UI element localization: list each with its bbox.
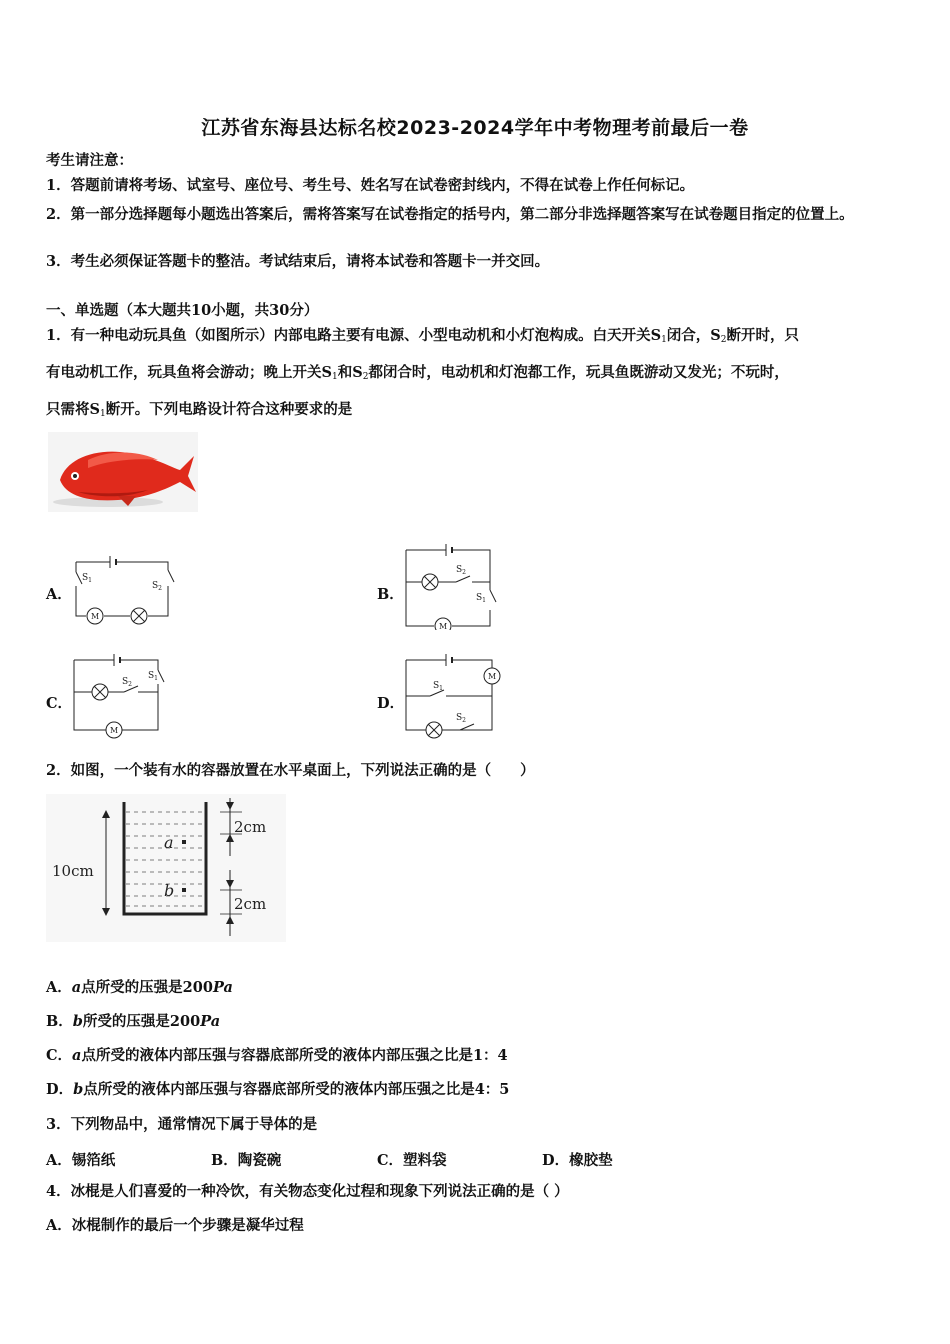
- q1-option-d-label: D．: [377, 695, 405, 712]
- point-a-label: a: [164, 833, 174, 852]
- q2-option-d: D．b点所受的液体内部压强与容器底部所受的液体内部压强之比是4：5: [46, 1081, 510, 1098]
- notice-heading: 考生请注意：: [46, 152, 133, 169]
- svg-text:M: M: [488, 672, 497, 681]
- toy-fish-image: [48, 432, 198, 512]
- svg-text:M: M: [110, 726, 119, 735]
- q1-option-a-label: A．: [46, 586, 72, 603]
- q1-line-3: 只需将$S_1$断开。下列电路设计符合这种要求的是: [46, 401, 353, 419]
- q3-option-b: B．陶瓷碗: [211, 1152, 282, 1169]
- q2-stem: 2．如图，一个装有水的容器放置在水平桌面上，下列说法正确的是（ ）: [46, 762, 535, 779]
- q2-option-c: C．a点所受的液体内部压强与容器底部所受的液体内部压强之比是1：4: [46, 1047, 508, 1064]
- q2-option-a: A．a点所受的压强是200Pa: [46, 979, 233, 996]
- dim-total: 10cm: [52, 862, 94, 880]
- page-title: 江苏省东海县达标名校2023-2024学年中考物理考前最后一卷: [201, 117, 749, 139]
- q2-option-b: B．b所受的压强是200Pa: [46, 1013, 221, 1030]
- q3-stem: 3．下列物品中，通常情况下属于导体的是: [46, 1116, 318, 1133]
- point-b-label: b: [164, 881, 175, 900]
- circuit-diagram-a: [70, 550, 180, 630]
- notice-item-2: 2．第一部分选择题每小题选出答案后，需将答案写在试卷指定的括号内，第二部分非选择题答案写在试卷题目指定的位置上。: [46, 206, 854, 223]
- point-a: [182, 840, 186, 844]
- svg-text:S1: $S_1$: [476, 593, 486, 604]
- q1-line-2: 有电动机工作，玩具鱼将会游动；晚上开关$S_1$和$S_2$都闭合时，电动机和灯泡都工作，玩具鱼既游动又发光；不玩时，: [46, 364, 789, 382]
- motor-symbol: M: [91, 612, 100, 621]
- notice-item-3: 3．考生必须保证答题卡的整洁。考试结束后，请将本试卷和答题卡一并交回。: [46, 253, 550, 270]
- circuit-diagram-d: [400, 650, 510, 740]
- dim-bottom: 2cm: [234, 895, 267, 913]
- svg-text:S2: $S_2$: [456, 713, 466, 724]
- dim-top: 2cm: [234, 818, 267, 836]
- q4-stem: 4．冰棍是人们喜爱的一种冷饮，有关物态变化过程和现象下列说法正确的是（ ）: [46, 1183, 569, 1200]
- water-container-figure: [46, 794, 286, 942]
- q1-option-b-label: B．: [377, 586, 404, 603]
- q1-option-c-label: C．: [46, 695, 73, 712]
- svg-text:M: M: [439, 622, 448, 630]
- circuit-diagram-c: [70, 650, 180, 740]
- svg-text:S1: $S_1$: [82, 573, 92, 584]
- svg-text:S2: $S_2$: [456, 565, 466, 576]
- q3-option-c: C．塑料袋: [377, 1152, 447, 1169]
- circuit-diagram-b: [400, 540, 500, 630]
- q3-option-a: A．锡箔纸: [46, 1152, 116, 1169]
- svg-text:S2: $S_2$: [122, 677, 132, 688]
- section-heading: 一、单选题（本大题共10小题，共30分）: [46, 302, 319, 319]
- svg-text:S1: $S_1$: [148, 671, 158, 682]
- q1-line-1: 1．有一种电动玩具鱼（如图所示）内部电路主要有电源、小型电动机和小灯泡构成。白天开关$S_1$闭合，$S_2$断开时，只: [46, 327, 800, 345]
- q4-option-a: A．冰棍制作的最后一个步骤是凝华过程: [46, 1217, 304, 1234]
- svg-text:S2: $S_2$: [152, 581, 162, 592]
- notice-item-1: 1．答题前请将考场、试室号、座位号、考生号、姓名写在试卷密封线内，不得在试卷上作任何标记。: [46, 177, 695, 194]
- svg-text:S1: $S_1$: [433, 681, 443, 692]
- q3-option-d: D．橡胶垫: [542, 1152, 613, 1169]
- point-b: [182, 888, 186, 892]
